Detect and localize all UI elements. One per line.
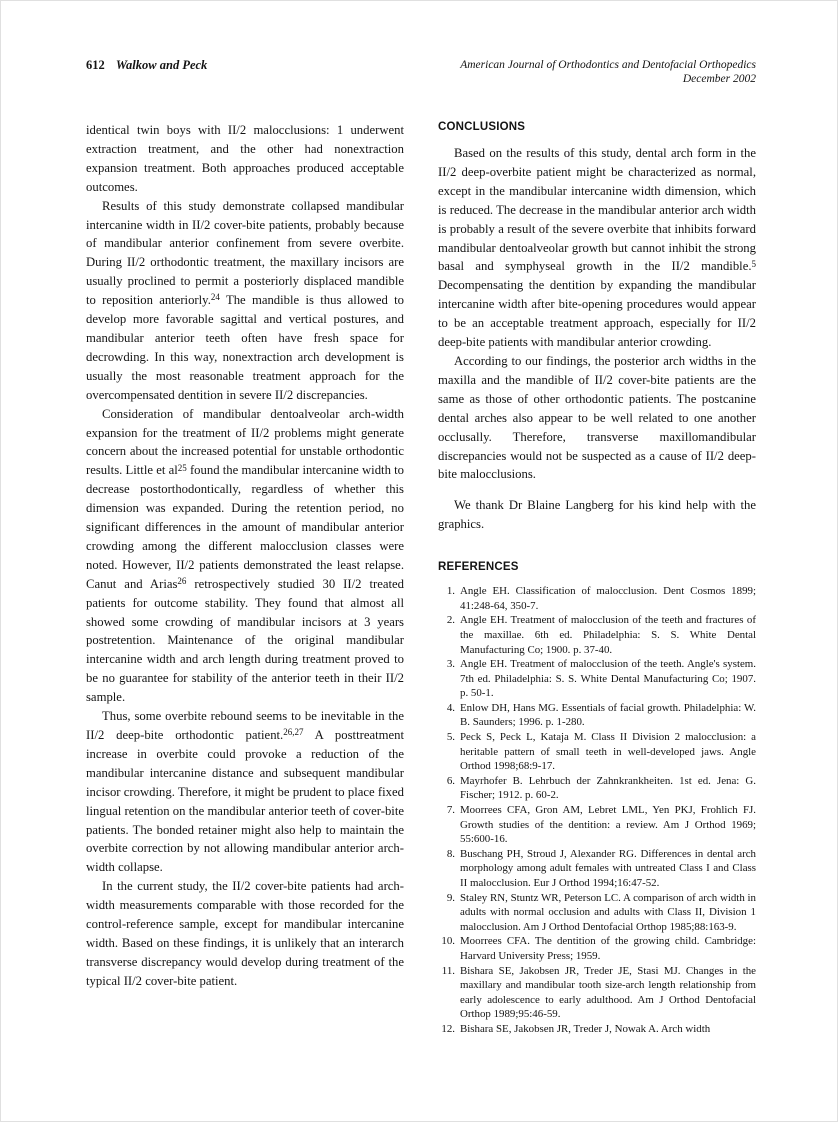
reference-item: [438, 847, 756, 891]
reference-number: 7.: [446, 804, 455, 817]
reference-text: Angle EH. Treatment of malocclusion of the teeth. Angle's system. 7th ed. Philadelphia: S. S. White Dental Manufacturing Co; 1907. p. 50-1.: [460, 658, 756, 700]
reference-item: [438, 1022, 756, 1037]
reference-item: [438, 584, 756, 613]
reference-number: 8.: [446, 847, 455, 860]
reference-item: [438, 701, 756, 730]
reference-item: [438, 934, 756, 963]
running-authors: Walkow and Peck: [115, 58, 208, 72]
reference-text: Staley RN, Stuntz WR, Peterson LC. A comparison of arch width in adults with normal occlusion and adults with Class II, Division 1 malocclusion. Am J Orthod Dentofacial Orthop 1985;88:163-9.: [460, 891, 756, 933]
reference-text: Moorrees CFA. The dentition of the growing child. Cambridge: Harvard University Press; 1959.: [460, 935, 756, 962]
page-header: [86, 58, 756, 86]
reference-number: 1.: [446, 585, 455, 598]
reference-item: [438, 891, 756, 935]
journal-title: American Journal of Orthodontics and Dentofacial Orthopedics: [460, 59, 756, 71]
reference-text: Enlow DH, Hans MG. Essentials of facial growth. Philadelphia: W. B. Saunders; 1996. p. 1-280.: [460, 701, 756, 729]
page-number: 612: [86, 58, 105, 72]
reference-item: [438, 613, 756, 657]
right-column: [438, 121, 756, 1037]
reference-number: 2.: [446, 614, 455, 627]
paragraph: According to our findings, the posterior arch widths in the maxilla and the mandible of II/2 cover-bite patients are the same as those of other orthodontic patients. The postcanine dental arches also appear to be well related to one another occlusally. Therefore, transverse maxillomandibular discrepancies would not be suspected as a cause of II/2 deep-bite malocclusions.: [438, 353, 756, 482]
left-column: [86, 121, 404, 1037]
reference-item: [438, 964, 756, 1022]
running-head-right: [460, 58, 756, 86]
article-body: [86, 121, 756, 1037]
paragraph: Based on the results of this study, dental arch form in the II/2 deep-overbite patient might be characterized as normal, except in the mandibular intercanine width dimension, which is reduced. The decrease in the mandibular anterior arch width is probably a result of the severe overbite that inhibits forward mandibular dentoalveolar growth but cannot inhibit the strong basal and symphyseal growth in the II/2 mandible.$^5$ Decompensating the dentition by expanding the mandibular intercanine width after bite-opening procedures would appear to be an acceptable treatment approach, especially for II/2 deep-bite patients with mandibular anterior crowding.: [438, 146, 756, 350]
references-heading: REFERENCES: [438, 561, 519, 574]
reference-text: Peck S, Peck L, Kataja M. Class II Division 2 malocclusion: a heritable pattern of small teeth in well-developed jaws. Angle Orthod 1998;68:9-17.: [460, 731, 756, 773]
reference-text: Angle EH. Classification of malocclusion. Dent Cosmos 1899; 41:248-64, 350-7.: [460, 585, 756, 612]
reference-number: 4.: [446, 701, 455, 714]
reference-number: 11.: [441, 964, 455, 977]
reference-number: 9.: [446, 891, 455, 904]
reference-number: 3.: [446, 658, 455, 671]
issue-date: December 2002: [682, 73, 756, 85]
reference-item: [438, 657, 756, 701]
acknowledgment-paragraph: We thank Dr Blaine Langberg for his kind help with the graphics.: [438, 498, 756, 532]
reference-number: 12.: [441, 1022, 455, 1035]
reference-number: 6.: [446, 774, 455, 787]
reference-item: [438, 803, 756, 847]
paragraph: Consideration of mandibular dentoalveolar arch-width expansion for the treatment of II/2 problems might generate concern about the increased potential for unstable orthodontic results. Little et $al^{25}$ found the mandibular intercanine width to decrease postorthodontically, regardless of whether this dimension was expanded. During the retention period, no significant differences in the amount of mandibular anterior crowding among the different malocclusion classes were noted. However, II/2 patients demonstrated the least relapse. Canut and Arias$^{26}$ retrospectively studied 30 II/2 treated patients for outcome stability. They found that almost all showed some crowding of mandibular incisors at 3 years postretention. Maintenance of the original mandibular intercanine width and arch length during treatment proved to be no guarantee for stability of the anterior teeth in their II/2 sample.: [86, 406, 405, 705]
paragraph: In the current study, the II/2 cover-bite patients had arch-width measurements comparable with those recorded for the control-reference sample, except for mandibular intercanine width. Based on these findings, it is unlikely that an interarch transverse discrepancy would develop during treatment of the typical II/2 cover-bite patient.: [86, 879, 404, 988]
reference-text: Bishara SE, Jakobsen JR, Treder J, Nowak A. Arch width: [460, 1022, 711, 1035]
reference-text: Angle EH. Treatment of malocclusion of the teeth and fractures of the maxillae. 6th ed. Philadelphia: S. S. White Dental Manufacturing Co; 1900. p. 37-40.: [460, 614, 756, 656]
conclusions-heading: CONCLUSIONS: [438, 121, 526, 133]
paragraph: identical twin boys with II/2 malocclusions: 1 underwent extraction treatment, and the other had nonextraction expansion treatment. Both approaches produced acceptable outcomes.: [86, 123, 404, 194]
reference-number: 10.: [441, 935, 455, 948]
reference-text: Moorrees CFA, Gron AM, Lebret LML, Yen PKJ, Frohlich FJ. Growth studies of the dentition: a review. Am J Orthod 1969; 55:600-16.: [460, 804, 756, 846]
paragraph: Thus, some overbite rebound seems to be inevitable in the II/2 deep-bite orthodontic patient.$^{26,27}$ A posttreatment increase in overbite could provoke a reduction of the mandibular intercanine distance and subsequent mandibular incisor crowding. Therefore, it might be prudent to place fixed lingual retention on the mandibular anterior teeth of cover-bite patients. The bonded retainer might also help to maintain the overbite correction by not allowing mandibular anterior arch-width collapse.: [86, 709, 404, 875]
reference-text: Buschang PH, Stroud J, Alexander RG. Differences in dental arch morphology among adult females with untreated Class I and Class II malocclusion. Eur J Orthod 1994;16:47-52.: [460, 847, 756, 889]
reference-text: Mayrhofer B. Lehrbuch der Zahnkrankheiten. 1st ed. Jena: G. Fischer; 1912. p. 60-2.: [460, 774, 756, 802]
reference-text: Bishara SE, Jakobsen JR, Treder JE, Stasi MJ. Changes in the maxillary and mandibular tooth size-arch length relationship from early adolescence to early adulthood. Am J Orthod Dentofacial Orthop 1989;95:46-59.: [460, 964, 756, 1021]
running-head-left: [86, 58, 207, 73]
reference-item: [438, 774, 756, 803]
reference-list: [438, 584, 756, 1036]
reference-item: [438, 730, 756, 774]
reference-number: 5.: [446, 731, 455, 744]
paragraph: Results of this study demonstrate collapsed mandibular intercanine width in II/2 cover-bite patients, probably because of mandibular anterior confinement from severe overbite. During II/2 orthodontic treatment, the maxillary incisors are usually proclined to permit a posteriorly displaced mandible to reposition anteriorly.$^{24}$ The mandible is thus allowed to develop more favorable sagittal and vertical postures, and mandibular anterior teeth often have fresh space for decrowding. In this way, nonextraction arch development is usually the most reasonable treatment approach for the overcompensated dentition in severe II/2 discrepancies.: [86, 198, 404, 402]
